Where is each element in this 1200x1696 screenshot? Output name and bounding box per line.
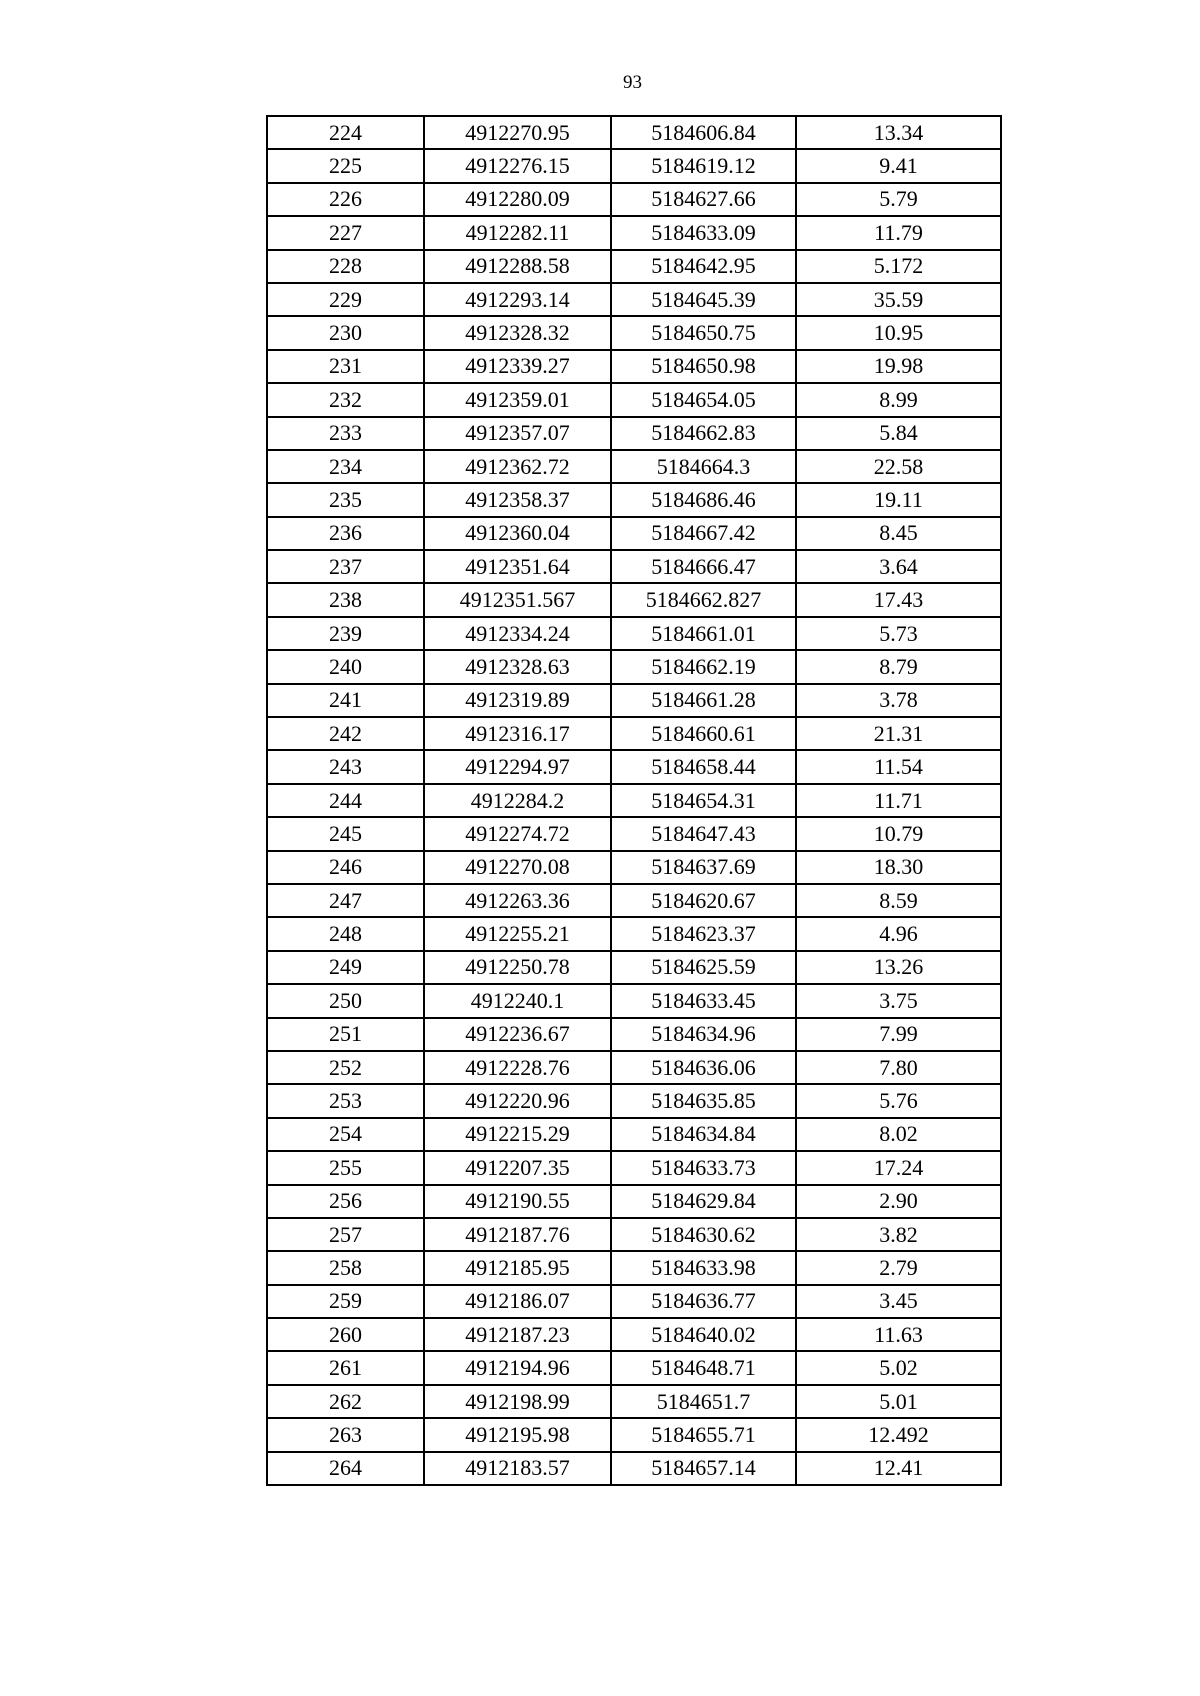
x-coordinate-cell: 4912187.76 bbox=[424, 1218, 611, 1251]
table-row bbox=[267, 1351, 1001, 1384]
x-coordinate-cell: 4912270.08 bbox=[424, 851, 611, 884]
y-coordinate-cell: 5184655.71 bbox=[611, 1418, 796, 1451]
x-coordinate-cell: 4912359.01 bbox=[424, 383, 611, 416]
point-number-cell: 263 bbox=[267, 1418, 424, 1451]
table-row bbox=[267, 583, 1001, 616]
table-row bbox=[267, 283, 1001, 316]
distance-cell: 19.11 bbox=[796, 483, 1001, 516]
x-coordinate-cell: 4912288.58 bbox=[424, 250, 611, 283]
table-row bbox=[267, 417, 1001, 450]
distance-cell: 18.30 bbox=[796, 851, 1001, 884]
y-coordinate-cell: 5184619.12 bbox=[611, 149, 796, 182]
table-row bbox=[267, 1185, 1001, 1218]
table-row bbox=[267, 1418, 1001, 1451]
x-coordinate-cell: 4912207.35 bbox=[424, 1151, 611, 1184]
distance-cell: 5.76 bbox=[796, 1084, 1001, 1117]
table-row bbox=[267, 216, 1001, 249]
table-row bbox=[267, 350, 1001, 383]
table-row bbox=[267, 383, 1001, 416]
y-coordinate-cell: 5184625.59 bbox=[611, 951, 796, 984]
x-coordinate-cell: 4912282.11 bbox=[424, 216, 611, 249]
distance-cell: 8.45 bbox=[796, 517, 1001, 550]
point-number-cell: 231 bbox=[267, 350, 424, 383]
y-coordinate-cell: 5184633.09 bbox=[611, 216, 796, 249]
distance-cell: 8.99 bbox=[796, 383, 1001, 416]
distance-cell: 8.02 bbox=[796, 1118, 1001, 1151]
y-coordinate-cell: 5184636.06 bbox=[611, 1051, 796, 1084]
coordinate-table-body bbox=[267, 116, 1001, 1485]
x-coordinate-cell: 4912186.07 bbox=[424, 1285, 611, 1318]
y-coordinate-cell: 5184650.75 bbox=[611, 316, 796, 349]
point-number-cell: 229 bbox=[267, 283, 424, 316]
table-row bbox=[267, 1018, 1001, 1051]
page-number: 93 bbox=[623, 72, 642, 93]
x-coordinate-cell: 4912215.29 bbox=[424, 1118, 611, 1151]
x-coordinate-cell: 4912316.17 bbox=[424, 717, 611, 750]
y-coordinate-cell: 5184658.44 bbox=[611, 750, 796, 783]
x-coordinate-cell: 4912263.36 bbox=[424, 884, 611, 917]
x-coordinate-cell: 4912183.57 bbox=[424, 1452, 611, 1485]
x-coordinate-cell: 4912185.95 bbox=[424, 1251, 611, 1284]
x-coordinate-cell: 4912351.64 bbox=[424, 550, 611, 583]
table-row bbox=[267, 1084, 1001, 1117]
point-number-cell: 259 bbox=[267, 1285, 424, 1318]
x-coordinate-cell: 4912334.24 bbox=[424, 617, 611, 650]
y-coordinate-cell: 5184623.37 bbox=[611, 917, 796, 950]
distance-cell: 5.73 bbox=[796, 617, 1001, 650]
x-coordinate-cell: 4912274.72 bbox=[424, 817, 611, 850]
table-row bbox=[267, 250, 1001, 283]
y-coordinate-cell: 5184660.61 bbox=[611, 717, 796, 750]
y-coordinate-cell: 5184686.46 bbox=[611, 483, 796, 516]
x-coordinate-cell: 4912236.67 bbox=[424, 1018, 611, 1051]
y-coordinate-cell: 5184634.84 bbox=[611, 1118, 796, 1151]
table-row bbox=[267, 1318, 1001, 1351]
y-coordinate-cell: 5184630.62 bbox=[611, 1218, 796, 1251]
table-row bbox=[267, 1051, 1001, 1084]
y-coordinate-cell: 5184654.31 bbox=[611, 784, 796, 817]
point-number-cell: 249 bbox=[267, 951, 424, 984]
point-number-cell: 260 bbox=[267, 1318, 424, 1351]
x-coordinate-cell: 4912280.09 bbox=[424, 183, 611, 216]
table-row bbox=[267, 1285, 1001, 1318]
table-row bbox=[267, 817, 1001, 850]
distance-cell: 12.492 bbox=[796, 1418, 1001, 1451]
y-coordinate-cell: 5184664.3 bbox=[611, 450, 796, 483]
x-coordinate-cell: 4912198.99 bbox=[424, 1385, 611, 1418]
distance-cell: 8.59 bbox=[796, 884, 1001, 917]
distance-cell: 8.79 bbox=[796, 650, 1001, 683]
table-row bbox=[267, 684, 1001, 717]
y-coordinate-cell: 5184650.98 bbox=[611, 350, 796, 383]
point-number-cell: 246 bbox=[267, 851, 424, 884]
point-number-cell: 251 bbox=[267, 1018, 424, 1051]
point-number-cell: 226 bbox=[267, 183, 424, 216]
point-number-cell: 252 bbox=[267, 1051, 424, 1084]
table-row bbox=[267, 183, 1001, 216]
x-coordinate-cell: 4912194.96 bbox=[424, 1351, 611, 1384]
x-coordinate-cell: 4912319.89 bbox=[424, 684, 611, 717]
distance-cell: 12.41 bbox=[796, 1452, 1001, 1485]
y-coordinate-cell: 5184666.47 bbox=[611, 550, 796, 583]
y-coordinate-cell: 5184647.43 bbox=[611, 817, 796, 850]
distance-cell: 3.78 bbox=[796, 684, 1001, 717]
point-number-cell: 242 bbox=[267, 717, 424, 750]
table-row bbox=[267, 984, 1001, 1017]
y-coordinate-cell: 5184635.85 bbox=[611, 1084, 796, 1117]
point-number-cell: 256 bbox=[267, 1185, 424, 1218]
y-coordinate-cell: 5184629.84 bbox=[611, 1185, 796, 1218]
table-row bbox=[267, 951, 1001, 984]
point-number-cell: 254 bbox=[267, 1118, 424, 1151]
distance-cell: 3.45 bbox=[796, 1285, 1001, 1318]
distance-cell: 5.84 bbox=[796, 417, 1001, 450]
y-coordinate-cell: 5184657.14 bbox=[611, 1452, 796, 1485]
point-number-cell: 243 bbox=[267, 750, 424, 783]
point-number-cell: 258 bbox=[267, 1251, 424, 1284]
table-row bbox=[267, 650, 1001, 683]
x-coordinate-cell: 4912220.96 bbox=[424, 1084, 611, 1117]
point-number-cell: 244 bbox=[267, 784, 424, 817]
table-row bbox=[267, 750, 1001, 783]
y-coordinate-cell: 5184661.01 bbox=[611, 617, 796, 650]
y-coordinate-cell: 5184654.05 bbox=[611, 383, 796, 416]
distance-cell: 19.98 bbox=[796, 350, 1001, 383]
x-coordinate-cell: 4912351.567 bbox=[424, 583, 611, 616]
y-coordinate-cell: 5184620.67 bbox=[611, 884, 796, 917]
table-row bbox=[267, 517, 1001, 550]
distance-cell: 7.99 bbox=[796, 1018, 1001, 1051]
table-row bbox=[267, 1118, 1001, 1151]
table-row bbox=[267, 450, 1001, 483]
table-row bbox=[267, 1151, 1001, 1184]
x-coordinate-cell: 4912228.76 bbox=[424, 1051, 611, 1084]
y-coordinate-cell: 5184633.73 bbox=[611, 1151, 796, 1184]
x-coordinate-cell: 4912190.55 bbox=[424, 1185, 611, 1218]
distance-cell: 21.31 bbox=[796, 717, 1001, 750]
table-row bbox=[267, 884, 1001, 917]
point-number-cell: 237 bbox=[267, 550, 424, 583]
x-coordinate-cell: 4912187.23 bbox=[424, 1318, 611, 1351]
distance-cell: 22.58 bbox=[796, 450, 1001, 483]
point-number-cell: 253 bbox=[267, 1084, 424, 1117]
y-coordinate-cell: 5184645.39 bbox=[611, 283, 796, 316]
distance-cell: 13.26 bbox=[796, 951, 1001, 984]
table-row bbox=[267, 483, 1001, 516]
point-number-cell: 233 bbox=[267, 417, 424, 450]
x-coordinate-cell: 4912195.98 bbox=[424, 1418, 611, 1451]
table-row bbox=[267, 1218, 1001, 1251]
point-number-cell: 241 bbox=[267, 684, 424, 717]
y-coordinate-cell: 5184640.02 bbox=[611, 1318, 796, 1351]
table-row bbox=[267, 717, 1001, 750]
point-number-cell: 255 bbox=[267, 1151, 424, 1184]
x-coordinate-cell: 4912255.21 bbox=[424, 917, 611, 950]
x-coordinate-cell: 4912284.2 bbox=[424, 784, 611, 817]
table-row bbox=[267, 116, 1001, 149]
distance-cell: 2.90 bbox=[796, 1185, 1001, 1218]
x-coordinate-cell: 4912276.15 bbox=[424, 149, 611, 182]
distance-cell: 11.71 bbox=[796, 784, 1001, 817]
point-number-cell: 224 bbox=[267, 116, 424, 149]
point-number-cell: 247 bbox=[267, 884, 424, 917]
table-row bbox=[267, 851, 1001, 884]
distance-cell: 13.34 bbox=[796, 116, 1001, 149]
y-coordinate-cell: 5184651.7 bbox=[611, 1385, 796, 1418]
distance-cell: 5.02 bbox=[796, 1351, 1001, 1384]
x-coordinate-cell: 4912339.27 bbox=[424, 350, 611, 383]
point-number-cell: 239 bbox=[267, 617, 424, 650]
y-coordinate-cell: 5184636.77 bbox=[611, 1285, 796, 1318]
point-number-cell: 227 bbox=[267, 216, 424, 249]
point-number-cell: 245 bbox=[267, 817, 424, 850]
distance-cell: 17.43 bbox=[796, 583, 1001, 616]
y-coordinate-cell: 5184633.98 bbox=[611, 1251, 796, 1284]
distance-cell: 35.59 bbox=[796, 283, 1001, 316]
distance-cell: 10.95 bbox=[796, 316, 1001, 349]
y-coordinate-cell: 5184662.19 bbox=[611, 650, 796, 683]
x-coordinate-cell: 4912270.95 bbox=[424, 116, 611, 149]
y-coordinate-cell: 5184627.66 bbox=[611, 183, 796, 216]
table-row bbox=[267, 784, 1001, 817]
table-row bbox=[267, 1452, 1001, 1485]
table-row bbox=[267, 149, 1001, 182]
point-number-cell: 264 bbox=[267, 1452, 424, 1485]
distance-cell: 10.79 bbox=[796, 817, 1001, 850]
point-number-cell: 257 bbox=[267, 1218, 424, 1251]
x-coordinate-cell: 4912362.72 bbox=[424, 450, 611, 483]
point-number-cell: 248 bbox=[267, 917, 424, 950]
x-coordinate-cell: 4912250.78 bbox=[424, 951, 611, 984]
point-number-cell: 235 bbox=[267, 483, 424, 516]
point-number-cell: 234 bbox=[267, 450, 424, 483]
x-coordinate-cell: 4912328.32 bbox=[424, 316, 611, 349]
distance-cell: 4.96 bbox=[796, 917, 1001, 950]
point-number-cell: 261 bbox=[267, 1351, 424, 1384]
point-number-cell: 225 bbox=[267, 149, 424, 182]
table-row bbox=[267, 617, 1001, 650]
y-coordinate-cell: 5184662.83 bbox=[611, 417, 796, 450]
point-number-cell: 228 bbox=[267, 250, 424, 283]
y-coordinate-cell: 5184662.827 bbox=[611, 583, 796, 616]
y-coordinate-cell: 5184661.28 bbox=[611, 684, 796, 717]
point-number-cell: 240 bbox=[267, 650, 424, 683]
x-coordinate-cell: 4912294.97 bbox=[424, 750, 611, 783]
point-number-cell: 230 bbox=[267, 316, 424, 349]
distance-cell: 5.79 bbox=[796, 183, 1001, 216]
distance-cell: 3.82 bbox=[796, 1218, 1001, 1251]
y-coordinate-cell: 5184642.95 bbox=[611, 250, 796, 283]
table-row bbox=[267, 550, 1001, 583]
distance-cell: 11.63 bbox=[796, 1318, 1001, 1351]
y-coordinate-cell: 5184637.69 bbox=[611, 851, 796, 884]
distance-cell: 3.75 bbox=[796, 984, 1001, 1017]
y-coordinate-cell: 5184606.84 bbox=[611, 116, 796, 149]
x-coordinate-cell: 4912358.37 bbox=[424, 483, 611, 516]
x-coordinate-cell: 4912357.07 bbox=[424, 417, 611, 450]
table-row bbox=[267, 1251, 1001, 1284]
y-coordinate-cell: 5184667.42 bbox=[611, 517, 796, 550]
distance-cell: 2.79 bbox=[796, 1251, 1001, 1284]
x-coordinate-cell: 4912293.14 bbox=[424, 283, 611, 316]
coordinate-table bbox=[266, 115, 1002, 1486]
distance-cell: 5.172 bbox=[796, 250, 1001, 283]
table-row bbox=[267, 316, 1001, 349]
x-coordinate-cell: 4912328.63 bbox=[424, 650, 611, 683]
distance-cell: 3.64 bbox=[796, 550, 1001, 583]
distance-cell: 9.41 bbox=[796, 149, 1001, 182]
distance-cell: 11.79 bbox=[796, 216, 1001, 249]
y-coordinate-cell: 5184633.45 bbox=[611, 984, 796, 1017]
distance-cell: 7.80 bbox=[796, 1051, 1001, 1084]
table-row bbox=[267, 917, 1001, 950]
distance-cell: 17.24 bbox=[796, 1151, 1001, 1184]
point-number-cell: 236 bbox=[267, 517, 424, 550]
point-number-cell: 232 bbox=[267, 383, 424, 416]
distance-cell: 11.54 bbox=[796, 750, 1001, 783]
point-number-cell: 262 bbox=[267, 1385, 424, 1418]
x-coordinate-cell: 4912360.04 bbox=[424, 517, 611, 550]
x-coordinate-cell: 4912240.1 bbox=[424, 984, 611, 1017]
point-number-cell: 238 bbox=[267, 583, 424, 616]
table-row bbox=[267, 1385, 1001, 1418]
point-number-cell: 250 bbox=[267, 984, 424, 1017]
y-coordinate-cell: 5184634.96 bbox=[611, 1018, 796, 1051]
distance-cell: 5.01 bbox=[796, 1385, 1001, 1418]
y-coordinate-cell: 5184648.71 bbox=[611, 1351, 796, 1384]
